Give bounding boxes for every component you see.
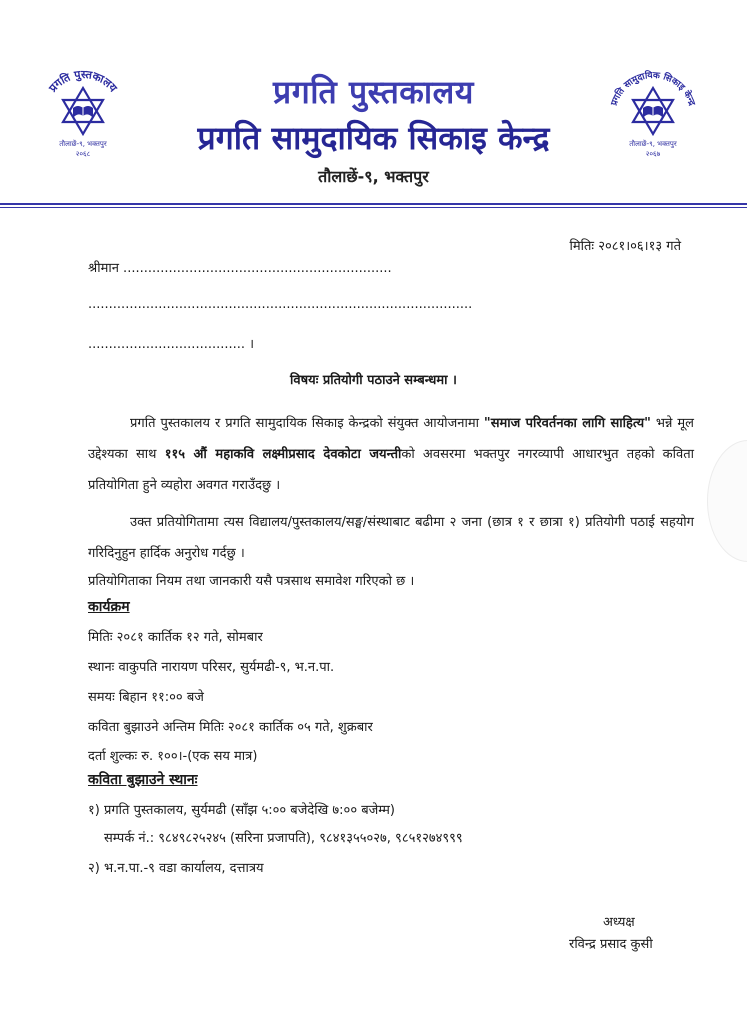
page-edge-shadow <box>707 440 747 562</box>
org-name-learning-centre: प्रगति सामुदायिक सिकाइ केन्द्र <box>197 119 550 157</box>
svg-text:तौलाछें-९, भक्तपुर: तौलाछें-९, भक्तपुर <box>629 140 677 148</box>
submission-location-2: २) भ.न.पा.-९ वडा कार्यालय, दत्तात्रय <box>88 861 264 876</box>
org-name-library: प्रगति पुस्तकालय <box>273 73 474 111</box>
intro-text-a: प्रगति पुस्तकालय र प्रगति सामुदायिक सिकाइ केन्द्रको संयुक्त आयोजनामा <box>130 416 484 431</box>
letter-date: मितिः २०८१।०६।१३ गते <box>569 239 681 254</box>
program-time: समयः बिहान ११:०० बजे <box>88 690 204 705</box>
attachment-note: प्रतियोगिताका नियम तथा जानकारी यसै पत्रसाथ समावेश गरिएको छ । <box>88 574 415 589</box>
svg-text:प्रगति पुस्तकालय: प्रगति पुस्तकालय <box>46 67 120 95</box>
intro-text-e: को अवसरमा भक्तपुर नगरव्यापी आधारभुत तहको कविता प्रतियोगिता हुने व्यहोरा अवगत गराउँदछु । <box>88 447 694 493</box>
program-date: मितिः २०८१ कार्तिक १२ गते, सोमबार <box>88 630 263 645</box>
svg-text:तौलाछें-९, भक्तपुर: तौलाछें-९, भक्तपुर <box>59 140 107 148</box>
recipient-line-1: श्रीमान ................................................................. <box>88 261 392 276</box>
registration-fee: दर्ता शुल्कः रु. १००।-(एक सय मात्र) <box>88 749 258 764</box>
header-divider-thin <box>0 207 747 208</box>
program-heading: कार्यक्रम <box>88 599 130 615</box>
recipient-line-3: ...................................... । <box>88 337 255 352</box>
contact-numbers: सम्पर्क नं.: ९८४९८२५२४५ (सरिना प्रजापति), ९८४१३५५०२७, ९८५१२७४९९९ <box>104 831 463 846</box>
svg-text:२०६७: २०६७ <box>645 150 661 158</box>
intro-text-c: भन्ने मूल उद्देश्यका साथ <box>88 416 694 462</box>
svg-text:२०६८: २०६८ <box>75 150 91 158</box>
submission-location-1: १) प्रगति पुस्तकालय, सुर्यमढी (साँझ ५:०० बजेदेखि ७:०० बजेम्म) <box>88 803 396 818</box>
intro-paragraph <box>88 408 694 501</box>
org-address: तौलाछें-९, भक्तपुर <box>318 167 429 186</box>
recipient-line-2: ............................................................................................. <box>88 297 473 312</box>
letter-subject: विषयः प्रतियोगी पठाउने सम्बन्धमा । <box>290 373 457 388</box>
submission-deadline: कविता बुझाउने अन्तिम मितिः २०८१ कार्तिक ०५ गते, शुक्रबार <box>88 720 373 735</box>
signatory-title: अध्यक्ष <box>603 915 635 930</box>
program-venue: स्थानः वाकुपति नारायण परिसर, सुर्यमढी-९, भ.न.पा. <box>88 660 335 675</box>
request-paragraph: उक्त प्रतियोगितामा त्यस विद्यालय/पुस्तकालय/सङ्घ/संस्थाबाट बढीमा २ जना (छात्र १ र छात्रा १) प्रतियोगी पठाई सहयोग गरिदिनुहुन हार्दिक अनुरोध गर्दछु । <box>88 515 694 561</box>
submission-heading: कविता बुझाउने स्थानः <box>88 772 198 788</box>
header-divider <box>0 203 747 205</box>
svg-text:प्रगति सामुदायिक सिकाइ केन्द्र: प्रगति सामुदायिक सिकाइ केन्द्र <box>609 70 697 108</box>
event-occasion: ११५ औं महाकवि लक्ष्मीप्रसाद देवकोटा जयन्ती <box>164 447 402 462</box>
event-slogan: "समाज परिवर्तनका लागि साहित्य" <box>483 416 651 431</box>
signatory-name: रविन्द्र प्रसाद कुसी <box>569 937 653 952</box>
